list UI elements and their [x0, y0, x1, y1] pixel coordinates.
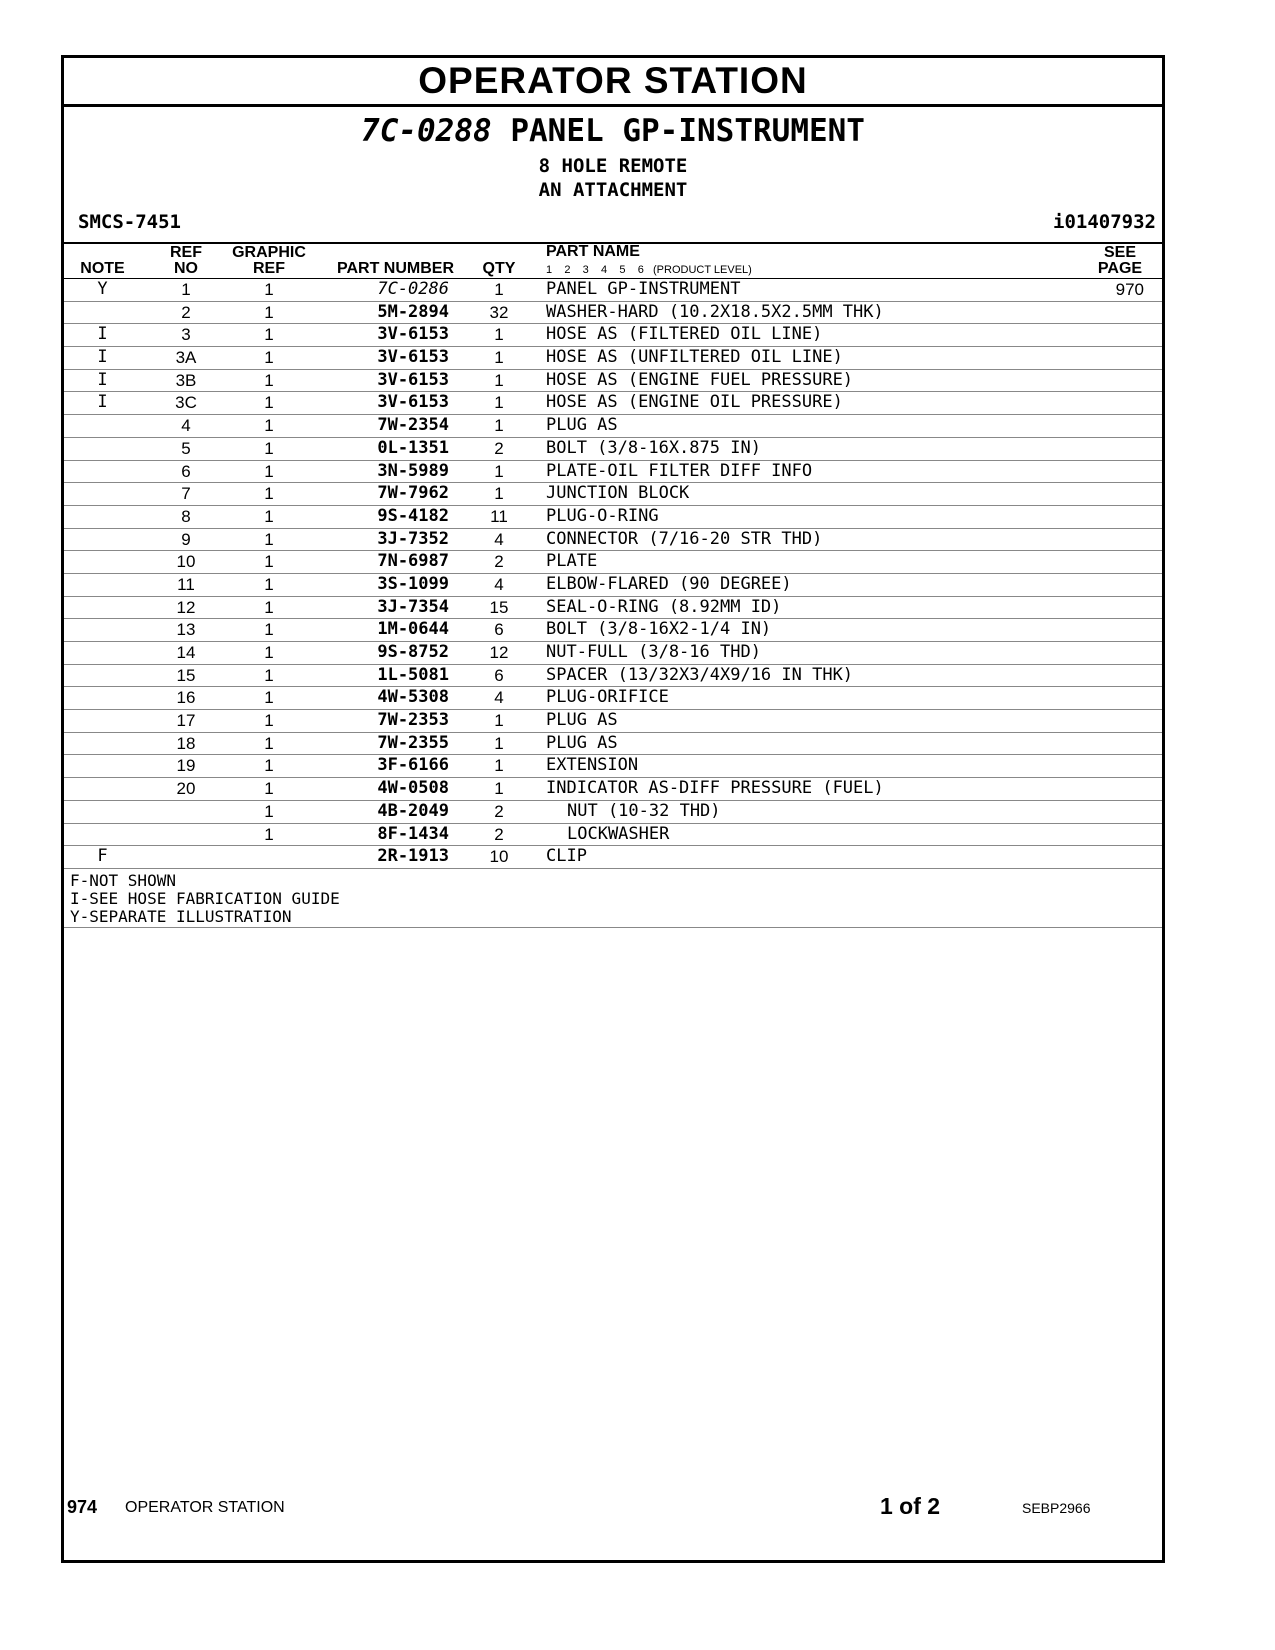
graphic-ref-cell: 1 [264, 416, 274, 436]
ref-no-cell: 20 [176, 779, 196, 799]
graphic-ref-cell: 1 [264, 506, 274, 526]
part-name-cell: CONNECTOR (7/16-20 STR THD) [546, 528, 823, 549]
table-row [64, 665, 1162, 688]
parts-table [64, 279, 1162, 869]
table-row [64, 846, 1162, 869]
part-name-cell: PLUG-O-RING [546, 505, 659, 526]
ref-no-cell: 15 [176, 665, 196, 685]
part-name-cell: BOLT (3/8-16X2-1/4 IN) [546, 619, 772, 640]
see-page-link[interactable]: 970 [1115, 280, 1144, 299]
note-cell: I [97, 369, 108, 390]
part-name-cell: EXTENSION [546, 755, 639, 776]
page-footer [67, 1493, 1275, 1527]
qty-cell: 1 [494, 779, 504, 799]
note-line: I-SEE HOSE FABRICATION GUIDE [70, 888, 340, 908]
table-row [64, 529, 1162, 552]
part-number-link[interactable]: 9S-8752 [377, 642, 449, 662]
part-name-cell: PLUG-ORIFICE [546, 687, 669, 708]
part-number-link[interactable]: 4W-5308 [377, 687, 449, 708]
column-header-ref-no: REF NO [170, 244, 202, 277]
ref-no-cell: 6 [181, 461, 191, 481]
part-number-link[interactable]: 4B-2049 [377, 800, 449, 821]
part-name-cell: PLUG AS [546, 415, 618, 436]
ref-no-cell: 16 [176, 688, 196, 708]
part-number-link[interactable]: 3V-6153 [377, 392, 449, 413]
column-header-product-levels: 1 2 3 4 5 6 (PRODUCT LEVEL) [546, 264, 752, 276]
table-row [64, 778, 1162, 801]
column-header-part-name: PART NAME [546, 243, 640, 260]
ref-no-cell: 12 [176, 597, 196, 617]
part-number-link[interactable]: 3F-6166 [377, 755, 449, 776]
part-name-cell: WASHER-HARD (10.2X18.5X2.5MM THK) [546, 301, 884, 322]
part-number-link[interactable]: 9S-4182 [377, 505, 449, 526]
illustration-identifier: i01407932 [1053, 211, 1156, 233]
ref-no-cell: 2 [181, 302, 191, 322]
ref-no-cell: 3C [175, 393, 197, 413]
graphic-ref-cell: 1 [264, 484, 274, 504]
graphic-ref-cell: 1 [264, 779, 274, 799]
part-name-cell: HOSE AS (ENGINE FUEL PRESSURE) [546, 369, 854, 390]
part-name-cell: SEAL-O-RING (8.92MM ID) [546, 596, 782, 617]
note-cell: I [97, 324, 108, 345]
part-name-cell: PLATE [546, 551, 598, 572]
document-id: SEBP2966 [1022, 1500, 1091, 1516]
part-name-cell: PLUG AS [546, 732, 618, 753]
ref-no-cell: 4 [181, 416, 191, 436]
graphic-ref-cell: 1 [264, 688, 274, 708]
part-number-link[interactable]: 7W-7962 [377, 483, 449, 504]
part-name-cell: CLIP [546, 846, 587, 867]
part-number-link[interactable]: 7N-6987 [377, 551, 449, 572]
note-line: Y-SEPARATE ILLUSTRATION [70, 906, 292, 926]
graphic-ref-cell: 1 [264, 280, 274, 299]
page-number: 974 [67, 1497, 98, 1517]
qty-cell: 4 [494, 574, 504, 594]
table-row [64, 642, 1162, 665]
table-row [64, 687, 1162, 710]
part-name-cell: HOSE AS (ENGINE OIL PRESSURE) [546, 392, 843, 413]
graphic-ref-cell: 1 [264, 461, 274, 481]
graphic-ref-cell: 1 [264, 824, 274, 844]
part-name-cell: NUT (10-32 THD) [567, 800, 721, 821]
part-number-link[interactable]: 3J-7352 [377, 528, 449, 549]
section-title: OPERATOR STATION [64, 58, 1162, 107]
part-number-link[interactable]: 3N-5989 [377, 460, 449, 481]
parts-list-frame [61, 55, 1165, 1563]
assembly-header [64, 107, 1162, 244]
table-row [64, 619, 1162, 642]
qty-cell: 1 [494, 461, 504, 481]
graphic-ref-cell: 1 [264, 756, 274, 776]
graphic-ref-cell: 1 [264, 438, 274, 458]
graphic-ref-cell: 1 [264, 665, 274, 685]
graphic-ref-cell: 1 [264, 643, 274, 662]
table-row [64, 279, 1162, 302]
part-number-link[interactable]: 2R-1913 [377, 846, 449, 867]
qty-cell: 1 [494, 733, 504, 753]
table-row [64, 801, 1162, 824]
graphic-ref-cell: 1 [264, 325, 274, 345]
column-header-graphic-ref: GRAPHIC REF [232, 244, 306, 277]
note-cell: I [97, 347, 108, 368]
qty-cell: 10 [489, 847, 509, 867]
graphic-ref-cell: 1 [264, 801, 274, 821]
graphic-ref-cell: 1 [264, 302, 274, 322]
part-name-cell: PLATE-OIL FILTER DIFF INFO [546, 460, 813, 481]
part-number-link[interactable]: 1M-0644 [377, 619, 449, 640]
graphic-ref-cell: 1 [264, 733, 274, 753]
table-row [64, 710, 1162, 733]
assembly-subtitle-1: 8 HOLE REMOTE [538, 155, 688, 177]
qty-cell: 15 [489, 597, 509, 617]
column-headers [64, 244, 1162, 279]
part-name-cell: INDICATOR AS-DIFF PRESSURE (FUEL) [546, 778, 884, 799]
part-number-link[interactable]: 3S-1099 [377, 573, 449, 594]
ref-no-cell: 17 [176, 711, 196, 731]
ref-no-cell: 3B [175, 370, 197, 390]
part-name-cell: LOCKWASHER [567, 823, 670, 844]
qty-cell: 4 [494, 688, 504, 708]
qty-cell: 1 [494, 325, 504, 345]
ref-no-cell: 13 [176, 620, 196, 640]
qty-cell: 32 [489, 302, 509, 322]
table-row [64, 415, 1162, 438]
graphic-ref-cell: 1 [264, 574, 274, 594]
table-row [64, 824, 1162, 847]
part-name-cell: HOSE AS (UNFILTERED OIL LINE) [546, 347, 843, 368]
ref-no-cell: 5 [181, 438, 191, 458]
table-row [64, 574, 1162, 597]
graphic-ref-cell: 1 [264, 552, 274, 572]
part-name-cell: HOSE AS (FILTERED OIL LINE) [546, 324, 823, 345]
part-number-link[interactable]: 3V-6153 [377, 347, 449, 368]
table-row [64, 302, 1162, 325]
table-row [64, 461, 1162, 484]
table-row [64, 506, 1162, 529]
ref-no-cell: 19 [176, 756, 196, 776]
table-row [64, 733, 1162, 756]
column-header-note: NOTE [80, 260, 125, 277]
assembly-name: PANEL GP-INSTRUMENT [510, 113, 865, 149]
table-row [64, 597, 1162, 620]
table-row [64, 755, 1162, 778]
part-name-cell: PLUG AS [546, 710, 618, 731]
note-cell: I [97, 392, 108, 413]
qty-cell: 11 [490, 506, 508, 526]
table-row [64, 392, 1162, 415]
part-name-cell: BOLT (3/8-16X.875 IN) [546, 437, 761, 458]
qty-cell: 6 [494, 665, 504, 685]
notes-legend [64, 869, 1162, 928]
qty-cell: 1 [494, 370, 504, 390]
qty-cell: 1 [494, 484, 504, 504]
qty-cell: 2 [494, 801, 504, 821]
graphic-ref-cell: 1 [264, 620, 274, 640]
part-number-link[interactable]: 7W-2354 [377, 415, 449, 436]
note-cell: F [97, 846, 108, 867]
qty-cell: 1 [494, 416, 504, 436]
ref-no-cell: 1 [181, 280, 191, 299]
qty-cell: 12 [489, 643, 509, 662]
qty-cell: 1 [494, 711, 504, 731]
graphic-ref-cell: 1 [264, 529, 274, 549]
note-line: F-NOT SHOWN [70, 870, 176, 890]
qty-cell: 1 [494, 348, 504, 368]
table-row [64, 347, 1162, 370]
qty-cell: 2 [494, 438, 504, 458]
qty-cell: 1 [494, 393, 504, 413]
table-row [64, 324, 1162, 347]
part-name-cell: ELBOW-FLARED (90 DEGREE) [546, 573, 792, 594]
column-header-qty: QTY [482, 260, 516, 277]
graphic-ref-cell: 1 [264, 348, 274, 368]
graphic-ref-cell: 1 [264, 370, 274, 390]
part-number-link[interactable]: 1L-5081 [377, 664, 449, 685]
column-header-see-page: SEE PAGE [1097, 244, 1143, 277]
part-number-link[interactable]: 7W-2353 [377, 710, 449, 731]
part-number-link[interactable]: 3J-7354 [377, 596, 449, 617]
column-header-part-number: PART NUMBER [336, 260, 454, 277]
ref-no-cell: 18 [176, 733, 196, 753]
assembly-subtitle-2: AN ATTACHMENT [538, 179, 688, 201]
footer-section: OPERATOR STATION [125, 1499, 285, 1516]
table-row [64, 483, 1162, 506]
part-name-cell: JUNCTION BLOCK [546, 483, 690, 504]
assembly-title [64, 113, 1162, 149]
qty-cell: 4 [494, 529, 504, 549]
smcs-code: SMCS-7451 [78, 211, 181, 233]
graphic-ref-cell: 1 [264, 711, 274, 731]
qty-cell: 2 [494, 824, 504, 844]
ref-no-cell: 9 [181, 529, 191, 549]
qty-cell: 1 [494, 756, 504, 776]
table-row [64, 551, 1162, 574]
qty-cell: 6 [494, 620, 504, 640]
part-number-link[interactable]: 7C-0286 [377, 279, 449, 299]
qty-cell: 1 [494, 280, 504, 299]
part-number-link[interactable]: 3V-6153 [377, 324, 449, 345]
page-of-indicator: 1 of 2 [880, 1493, 941, 1519]
ref-no-cell: 7 [181, 484, 191, 504]
part-name-cell: PANEL GP-INSTRUMENT [546, 279, 741, 299]
note-cell: Y [97, 279, 108, 299]
part-number-link[interactable]: 4W-0508 [377, 778, 449, 799]
graphic-ref-cell: 1 [264, 597, 274, 617]
table-row [64, 370, 1162, 393]
assembly-part-number[interactable]: 7C-0288 [361, 113, 492, 149]
ref-no-cell: 10 [176, 552, 196, 572]
part-name-cell: NUT-FULL (3/8-16 THD) [546, 642, 761, 662]
part-name-cell: SPACER (13/32X3/4X9/16 IN THK) [546, 664, 854, 685]
part-number-link[interactable]: 5M-2894 [377, 301, 449, 322]
ref-no-cell: 11 [177, 574, 195, 594]
part-number-link[interactable]: 8F-1434 [377, 823, 449, 844]
ref-no-cell: 3A [175, 348, 197, 368]
part-number-link[interactable]: 3V-6153 [377, 369, 449, 390]
ref-no-cell: 3 [181, 325, 191, 345]
graphic-ref-cell: 1 [264, 393, 274, 413]
ref-no-cell: 8 [181, 506, 191, 526]
ref-no-cell: 14 [176, 643, 196, 662]
qty-cell: 2 [494, 552, 504, 572]
part-number-link[interactable]: 0L-1351 [377, 437, 449, 458]
part-number-link[interactable]: 7W-2355 [377, 732, 449, 753]
table-row [64, 438, 1162, 461]
